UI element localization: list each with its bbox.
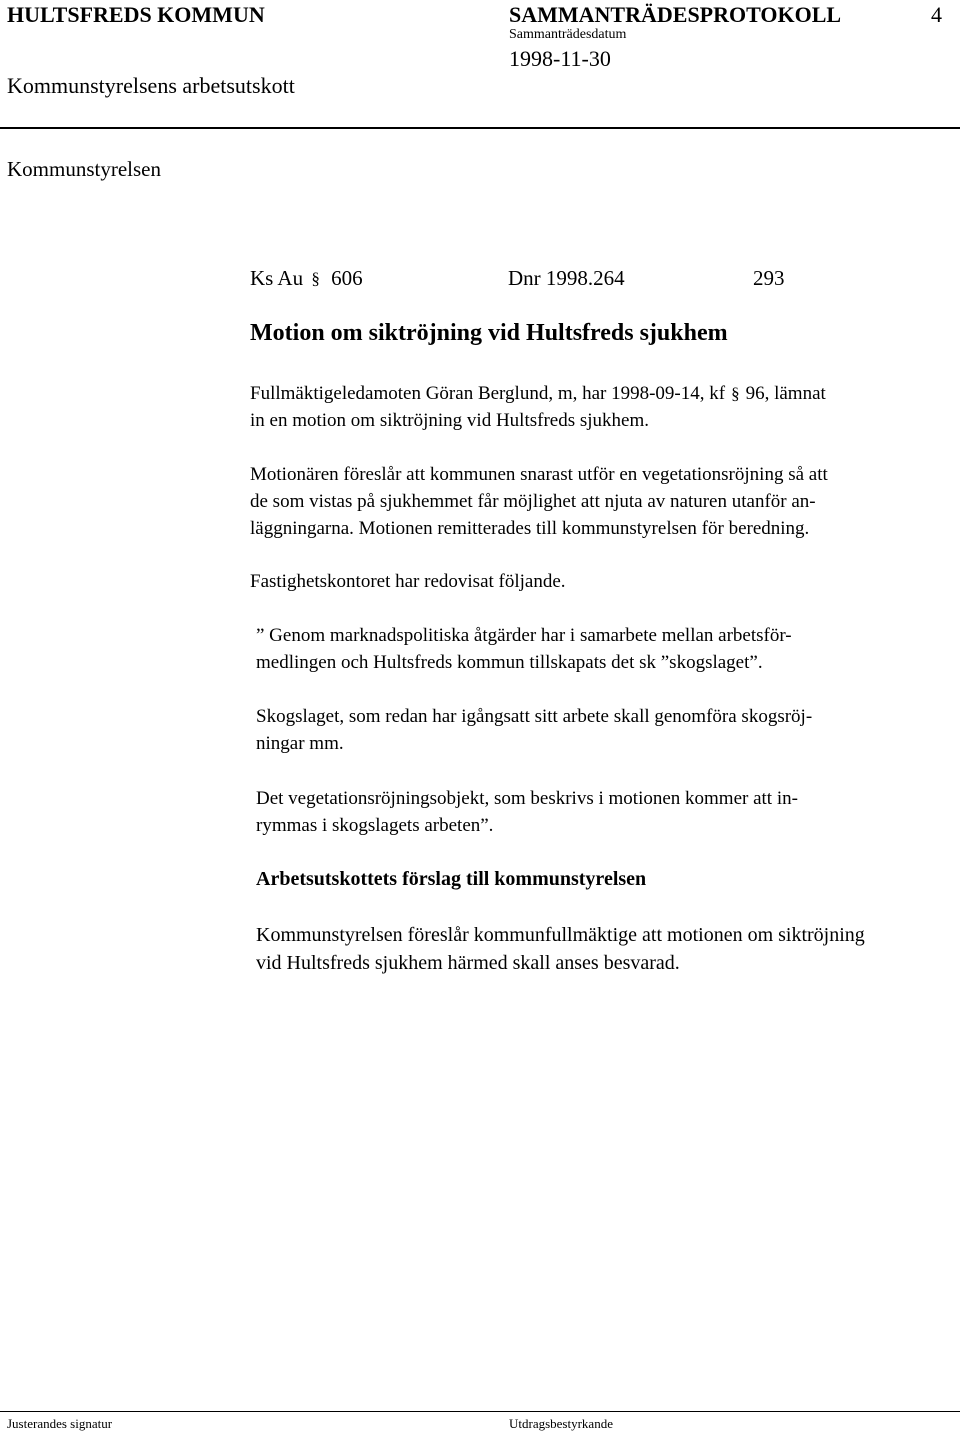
quote-paragraph-2 xyxy=(256,703,812,757)
text-line: Kommunstyrelsen föreslår kommunfullmäktige att motionen om siktröjning xyxy=(256,924,865,946)
extract-certification-label: Utdragsbestyrkande xyxy=(509,1416,613,1431)
date-label: Sammanträdesdatum xyxy=(509,27,627,42)
proposal-heading: Arbetsutskottets förslag till kommunstyrelsen xyxy=(256,868,647,890)
section-sign: § xyxy=(311,269,320,288)
diary-number: Dnr 1998.264 xyxy=(508,266,625,290)
text-line: medlingen och Hultsfreds kommun tillskapats det sk ”skogslaget”. xyxy=(256,652,763,673)
text-line: Skogslaget, som redan har igångsatt sitt arbete skall genomföra skogsröj- xyxy=(256,706,813,727)
header-divider xyxy=(0,127,960,129)
text-line: ” Genom marknadspolitiska åtgärder har i samarbete mellan arbetsför- xyxy=(256,625,792,646)
text-line: in en motion om siktröjning vid Hultsfreds sjukhem. xyxy=(250,410,649,431)
proposal-text xyxy=(256,921,865,977)
document-type: SAMMANTRÄDESPROTOKOLL xyxy=(509,2,842,27)
text-line: rymmas i skogslagets arbeten”. xyxy=(256,815,494,836)
text-line: Motionären föreslår att kommunen snarast utför en vegetationsröjning så att xyxy=(250,464,828,485)
text-line: vid Hultsfreds sjukhem härmed skall anses besvarad. xyxy=(256,952,680,974)
case-reference xyxy=(250,266,363,291)
paragraph-motion xyxy=(250,380,826,434)
addressee: Kommunstyrelsen xyxy=(7,157,161,181)
section-number: 606 xyxy=(331,266,363,290)
municipality-name: HULTSFREDS KOMMUN xyxy=(7,2,265,27)
paragraph-property-office xyxy=(250,568,566,595)
case-ref: Ks Au xyxy=(250,266,304,290)
paragraph-proposal-by-mover xyxy=(250,461,828,542)
page-number: 4 xyxy=(931,2,942,27)
meeting-date: 1998-11-30 xyxy=(509,46,611,71)
text-line: de som vistas på sjukhemmet får möjlighet att njuta av naturen utanför an- xyxy=(250,491,816,512)
text-line: Fastighetskontoret har redovisat följande. xyxy=(250,571,566,592)
section-sign: § xyxy=(731,384,740,403)
text-line: ningar mm. xyxy=(256,733,344,754)
document-title: Motion om siktröjning vid Hultsfreds sjukhem xyxy=(250,320,728,346)
footer-divider xyxy=(0,1411,960,1412)
text-line: läggningarna. Motionen remitterades till kommunstyrelsen för beredning. xyxy=(250,518,810,539)
committee-name: Kommunstyrelsens arbetsutskott xyxy=(7,73,295,98)
case-number: 293 xyxy=(753,266,785,290)
quote-paragraph-1 xyxy=(256,622,792,676)
text-line: Fullmäktigeledamoten Göran Berglund, m, har 1998-09-14, kf § 96, lämnat xyxy=(250,383,826,404)
signature-label: Justerandes signatur xyxy=(7,1416,113,1431)
text-line: Det vegetationsröjningsobjekt, som beskrivs i motionen kommer att in- xyxy=(256,788,798,809)
quote-paragraph-3 xyxy=(256,785,798,839)
